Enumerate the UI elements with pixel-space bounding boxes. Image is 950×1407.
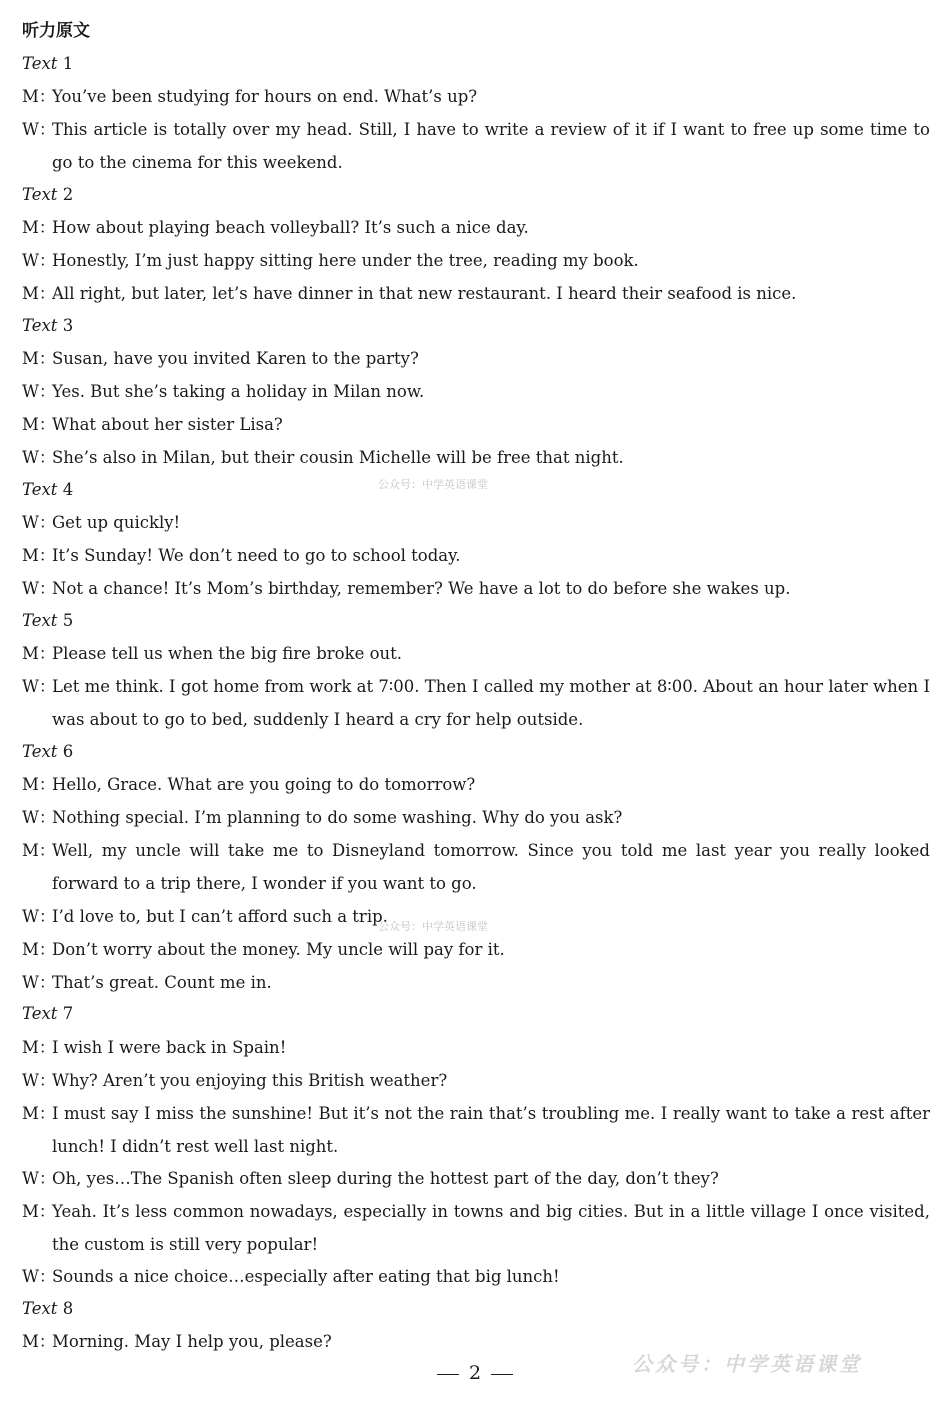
speaker-label: M： (22, 284, 56, 303)
utterance: Oh, yes…The Spanish often sleep during the hottest part of the day, don’t they? (52, 1169, 719, 1188)
utterance: Susan, have you invited Karen to the party? (52, 349, 419, 368)
speaker-label: W： (22, 579, 56, 598)
speaker-label: M： (22, 218, 56, 237)
utterance: She’s also in Milan, but their cousin Michelle will be free that night. (52, 448, 624, 467)
utterance: I must say I miss the sunshine! But it’s not the rain that’s troubling me. I really want to take a rest after lunch! I didn’t rest well last night. (52, 1104, 930, 1156)
speaker-label: W： (22, 382, 56, 401)
dialogue-line (22, 408, 930, 441)
dialogue-line (22, 933, 930, 966)
speaker-label: M： (22, 349, 56, 368)
speaker-label: M： (22, 1332, 56, 1351)
section-heading: Text 2 (22, 185, 74, 204)
utterance: Get up quickly! (52, 513, 181, 532)
speaker-label: M： (22, 644, 56, 663)
utterance: Hello, Grace. What are you going to do tomorrow? (52, 775, 476, 794)
dialogue-line (22, 277, 930, 310)
dialogue-line (22, 539, 930, 572)
utterance: Let me think. I got home from work at 7∶00. Then I called my mother at 8∶00. About an hour later when I was about to go to bed, suddenly I heard a cry for help outside. (52, 677, 930, 729)
utterance: That’s great. Count me in. (52, 973, 272, 992)
dialogue-line (22, 966, 930, 999)
section-heading: Text 3 (22, 316, 74, 335)
utterance: What about her sister Lisa? (52, 415, 283, 434)
watermark-large: 公众号：中学英语课堂 (632, 1352, 862, 1376)
utterance: I wish I were back in Spain! (52, 1038, 287, 1057)
dialogue-line (22, 572, 930, 605)
utterance: Yeah. It’s less common nowadays, especially in towns and big cities. But in a little village I once visited, the custom is still very popular! (52, 1202, 930, 1254)
utterance: Morning. May I help you, please? (52, 1332, 332, 1351)
speaker-label: M： (22, 1038, 56, 1057)
speaker-label: M： (22, 940, 56, 959)
speaker-label: W： (22, 677, 56, 696)
watermark-text: 公众号：中学英语课堂 (378, 920, 488, 933)
speaker-label: W： (22, 120, 56, 139)
speaker-label: M： (22, 1104, 56, 1123)
section-heading: Text 8 (22, 1299, 74, 1318)
speaker-label: W： (22, 1267, 56, 1286)
dialogue-line (22, 342, 930, 375)
speaker-label: W： (22, 973, 56, 992)
speaker-label: W： (22, 448, 56, 467)
watermark-text: 公众号：中学英语课堂 (378, 478, 488, 491)
dialogue-line (22, 670, 930, 736)
utterance: How about playing beach volleyball? It’s such a nice day. (52, 218, 529, 237)
dialogue-line (22, 506, 930, 539)
utterance: I’d love to, but I can’t afford such a trip. (52, 907, 388, 926)
speaker-label: W： (22, 808, 56, 827)
speaker-label: M： (22, 1202, 56, 1221)
section-heading: Text 5 (22, 611, 74, 630)
utterance: Not a chance! It’s Mom’s birthday, remember? We have a lot to do before she wakes up. (52, 579, 791, 598)
utterance: You’ve been studying for hours on end. What’s up? (52, 87, 478, 106)
speaker-label: M： (22, 415, 56, 434)
dialogue-line (22, 375, 930, 408)
section-heading: Text 7 (22, 1004, 74, 1023)
speaker-label: M： (22, 775, 56, 794)
dash-right (491, 1374, 513, 1375)
dash-left (437, 1374, 459, 1375)
utterance: It’s Sunday! We don’t need to go to school today. (52, 546, 461, 565)
section-heading: Text 6 (22, 742, 74, 761)
dialogue-line (22, 441, 930, 474)
dialogue-line (22, 211, 930, 244)
speaker-label: M： (22, 87, 56, 106)
utterance: Please tell us when the big fire broke out. (52, 644, 403, 663)
utterance: Yes. But she’s taking a holiday in Milan now. (52, 382, 425, 401)
utterance: All right, but later, let’s have dinner in that new restaurant. I heard their seafood is nice. (52, 284, 797, 303)
dialogue-line (22, 801, 930, 834)
utterance: Don’t worry about the money. My uncle will pay for it. (52, 940, 505, 959)
speaker-label: W： (22, 251, 56, 270)
dialogue-line (22, 768, 930, 801)
dialogue-line (22, 1162, 930, 1195)
speaker-label: W： (22, 907, 56, 926)
dialogue-line (22, 1097, 930, 1163)
speaker-label: W： (22, 1169, 56, 1188)
utterance: Why? Aren’t you enjoying this British weather? (52, 1071, 448, 1090)
speaker-label: W： (22, 513, 56, 532)
section-heading: Text 1 (22, 54, 74, 73)
dialogue-line (22, 1064, 930, 1097)
dialogue-line (22, 80, 930, 113)
dialogue-line (22, 244, 930, 277)
page-number: 2 (0, 1362, 950, 1384)
dialogue-line (22, 834, 930, 900)
section-heading: Text 4 (22, 480, 74, 499)
utterance: This article is totally over my head. Still, I have to write a review of it if I want to free up some time to go to the cinema for this weekend. (52, 120, 930, 172)
utterance: Well, my uncle will take me to Disneyland tomorrow. Since you told me last year you really looked forward to a trip there, I wonder if you want to go. (52, 841, 930, 893)
dialogue-line (22, 1260, 930, 1293)
dialogue-line (22, 1195, 930, 1261)
utterance: Sounds a nice choice…especially after eating that big lunch! (52, 1267, 560, 1286)
speaker-label: M： (22, 546, 56, 565)
dialogue-line (22, 113, 930, 179)
speaker-label: M： (22, 841, 56, 860)
document-title: 听力原文 (22, 21, 90, 41)
utterance: Honestly, I’m just happy sitting here under the tree, reading my book. (52, 251, 639, 270)
utterance: Nothing special. I’m planning to do some washing. Why do you ask? (52, 808, 623, 827)
speaker-label: W： (22, 1071, 56, 1090)
dialogue-line (22, 1031, 930, 1064)
dialogue-line (22, 637, 930, 670)
